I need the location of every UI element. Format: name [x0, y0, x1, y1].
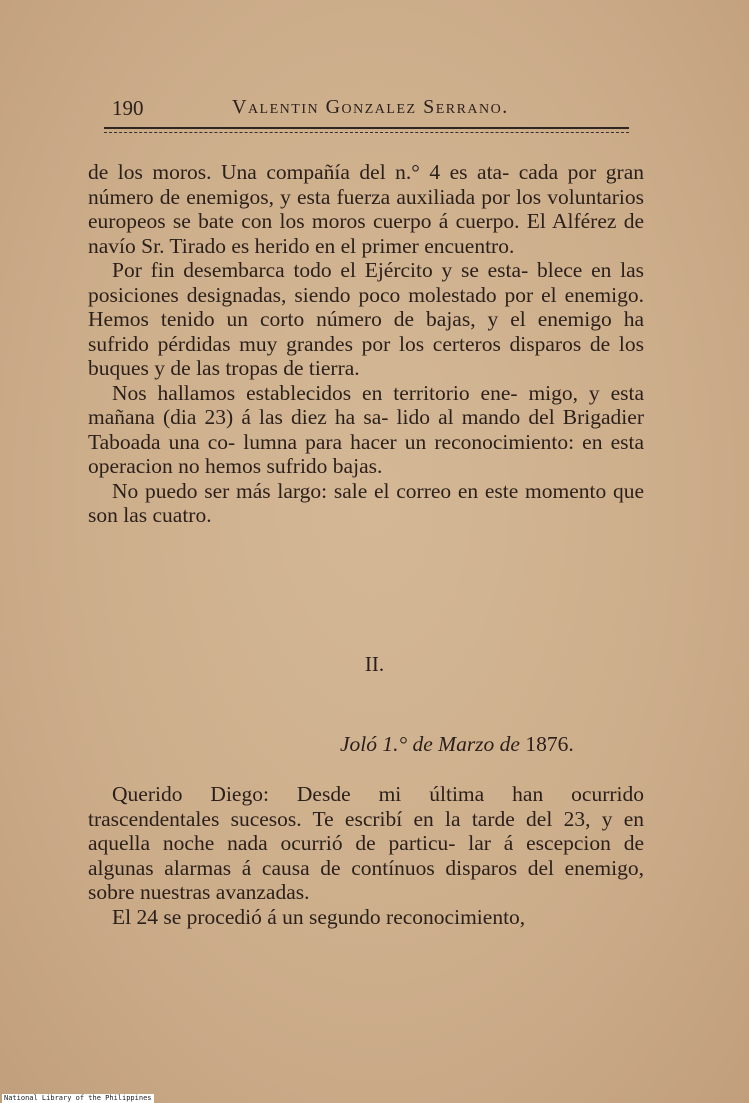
dateline-place-date: Joló 1.° de Marzo de	[340, 732, 520, 756]
body-text	[88, 160, 644, 528]
paragraph: Nos hallamos establecidos en territorio ene- migo, y esta mañana (dia 23) á las diez ha sa- lido al mando del Brigadier Taboada una co- lumna para hacer un reconocimiento: en esta operacion no hemos sufrido bajas.	[88, 380, 644, 478]
dateline	[340, 732, 574, 757]
paragraph: El 24 se procedió á un segundo reconocimiento,	[112, 904, 526, 929]
paragraph: de los moros. Una compañía del n.° 4 es ata- cada por gran número de enemigos, y esta fuerza auxiliada por los voluntarios europeos se bate con los moros cuerpo á cuerpo. El Alférez de navío Sr. Tirado es herido en el primer encuentro.	[88, 160, 644, 258]
section-number: II.	[364, 652, 385, 676]
dateline-year: 1876.	[525, 732, 574, 756]
paragraph: Querido Diego: Desde mi última han ocurrido trascendentales sucesos. Te escribí en la tarde del 23, y en aquella noche nada ocurrió de particu- lar á escepcion de algunas alarmas á causa de contínuos disparos del enemigo, sobre nuestras avanzadas.	[88, 782, 644, 904]
letter-text	[88, 782, 644, 929]
page-number: 190	[112, 96, 144, 120]
paragraph: No puedo ser más largo: sale el correo en este momento que son las cuatro.	[88, 478, 644, 527]
paragraph: Por fin desembarca todo el Ejército y se esta- blece en las posiciones designadas, siendo poco molestado por el enemigo. Hemos tenido un corto número de bajas, y el enemigo ha sufrido pérdidas muy grandes por los certeros disparos de los buques y de las tropas de tierra.	[88, 258, 644, 380]
header-rule	[104, 127, 629, 133]
running-head: Valentin Gonzalez Serrano.	[232, 96, 509, 118]
library-credit: National Library of the Philippines	[4, 1094, 152, 1102]
